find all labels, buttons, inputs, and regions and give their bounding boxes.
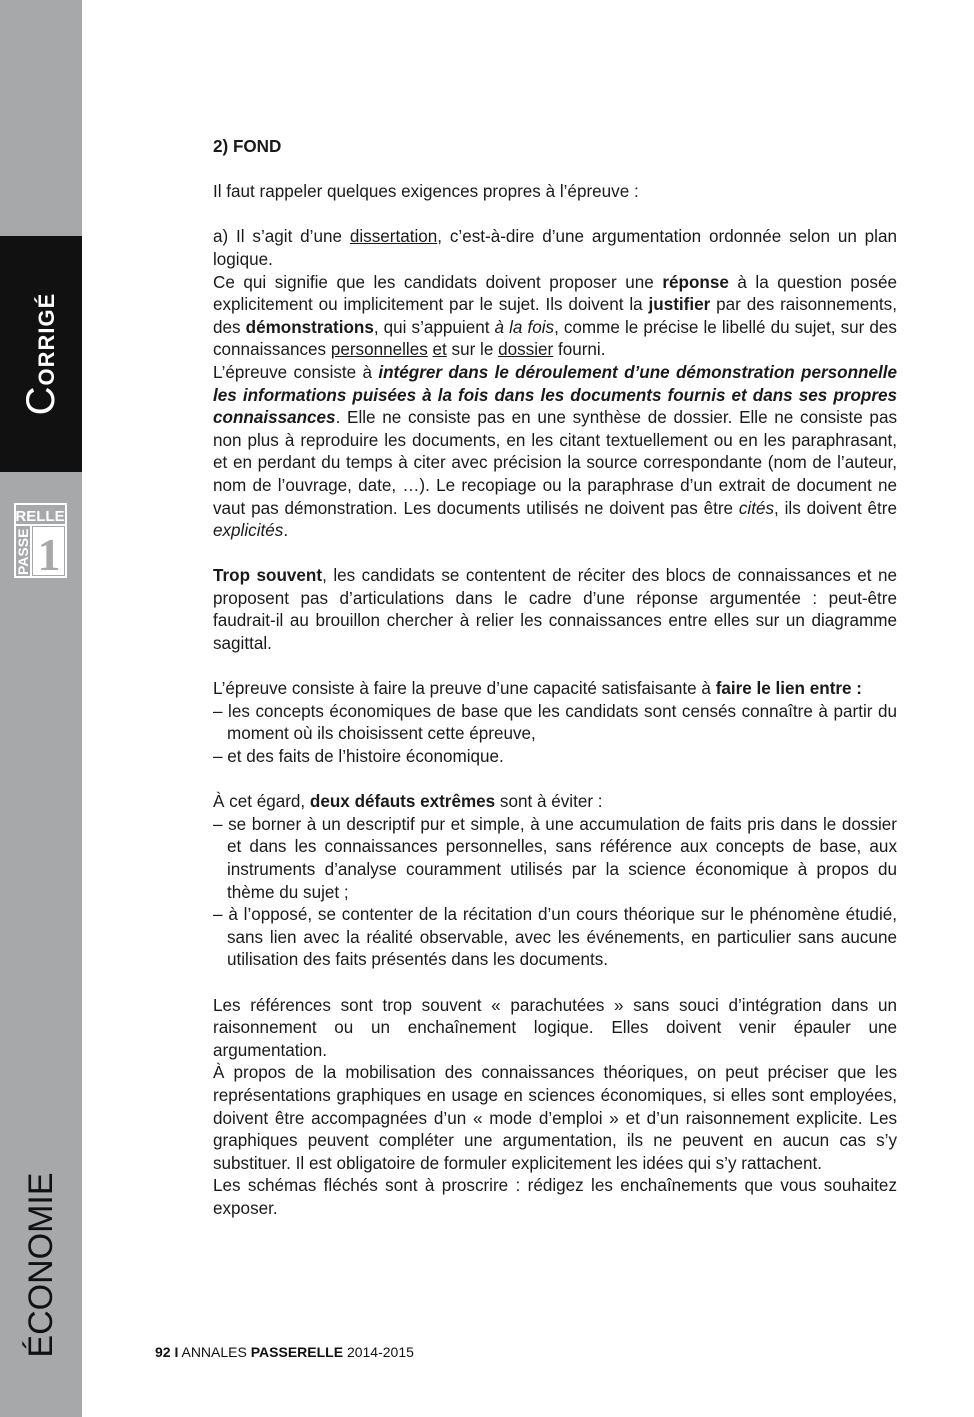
paragraph-mobilisation: À propos de la mobilisation des connaissances théoriques, on peut préciser que les représentations graphiques en usage en sciences économiques, si elles sont employées, doivent être accompagnées d’un « mode d’emploi » et d’un raisonnement explicite. Les graphiques peuvent compléter une argumentation, ils ne peuvent en aucun cas s’y substituer. Il est obligatoire de formuler explicitement les idées qui s’y rattachent. — [213, 1063, 897, 1173]
subject-label: ÉCONOMIE — [22, 1172, 60, 1358]
page-footer: 92 I ANNALES PASSERELLE 2014-2015 — [155, 1344, 414, 1360]
svg-text:RELLE: RELLE — [15, 508, 65, 525]
page-number: 92 — [155, 1344, 171, 1360]
svg-text:1: 1 — [37, 529, 61, 578]
sidebar — [0, 0, 82, 1417]
list-item: – et des faits de l’histoire économique. — [213, 747, 504, 767]
paragraph-a: a) Il s’agit d’une dissertation, c’est-à-dire d’une argumentation ordonnée selon un plan logique. — [213, 227, 897, 269]
list-item: – à l’opposé, se contenter de la récitation d’un cours théorique sur le phénomène étudié, sans lien avec la réalité observable, avec les événements, en particulier sans aucune utilisation des faits présentés dans les documents. — [213, 905, 897, 970]
list-item: – les concepts économiques de base que les candidats sont censés connaître à partir du moment où ils choisissent cette épreuve, — [213, 701, 897, 744]
main-content — [213, 136, 897, 1221]
section-heading: 2) FOND — [213, 137, 282, 156]
intro-paragraph: Il faut rappeler quelques exigences propres à l’épreuve : — [213, 182, 639, 202]
svg-text:PASSE: PASSE — [15, 528, 31, 575]
paragraph-trop-souvent: Trop souvent, les candidats se contentent de réciter des blocs de connaissances et ne proposent pas d’articulations dans le cadre d’une réponse argumentée : peut-être faudrait-il au brouillon chercher à relier les connaissances entre elles sur un diagramme sagittal. — [213, 566, 897, 654]
paragraph-epreuve: L’épreuve consiste à intégrer dans le déroulement d’une démonstration personnelle les informations puisées à la fois dans les documents fournis et dans ses propres connaissances. Elle ne consiste pas en une synthèse de dossier. Elle ne consiste pas non plus à reproduire les documents, en les citant textuellement ou en les paraphrasant, et en perdant du temps à citer avec précision la source correspondante (nom de l’auteur, nom de l’ouvrage, date, …). Le recopiage ou la paraphrase d’un extrait de document ne vaut pas démonstration. Les documents utilisés ne doivent pas être cités, ils doivent être explicités. — [213, 362, 898, 541]
paragraph-schemas: Les schémas fléchés sont à proscrire : rédigez les enchaînements que vous souhaitez exposer. — [213, 1176, 897, 1218]
paragraph-reponse: Ce qui signifie que les candidats doivent proposer une réponse à la question posée explicitement ou implicitement par le sujet. Ils doivent la justifier par des raisonnements, des démonstrations, qui s’appuient à la fois, comme le précise le libellé du sujet, sur des connaissances personnelles et sur le dossier fourni. — [213, 272, 897, 360]
paragraph-faire-le-lien: L’épreuve consiste à faire la preuve d’une capacité satisfaisante à faire le lien entre : — [213, 679, 862, 699]
section-label-corrige: CORRIGÉ — [19, 292, 63, 416]
paragraph-defauts: À cet égard, deux défauts extrêmes sont à éviter : — [213, 792, 603, 812]
list-item: – se borner à un descriptif pur et simple, à une accumulation de faits pris dans le dossier et dans les connaissances personnelles, sans référence aux concepts de base, aux instruments d’analyse couramment utilisés par la science économique à propos du thème du sujet ; — [213, 814, 897, 902]
paragraph-references: Les références sont trop souvent « parachutées » sans souci d’intégration dans un raisonnement ou un enchaînement logique. Elles doivent venir épauler une argumentation. — [213, 995, 897, 1060]
passerelle-1-logo — [14, 503, 67, 578]
